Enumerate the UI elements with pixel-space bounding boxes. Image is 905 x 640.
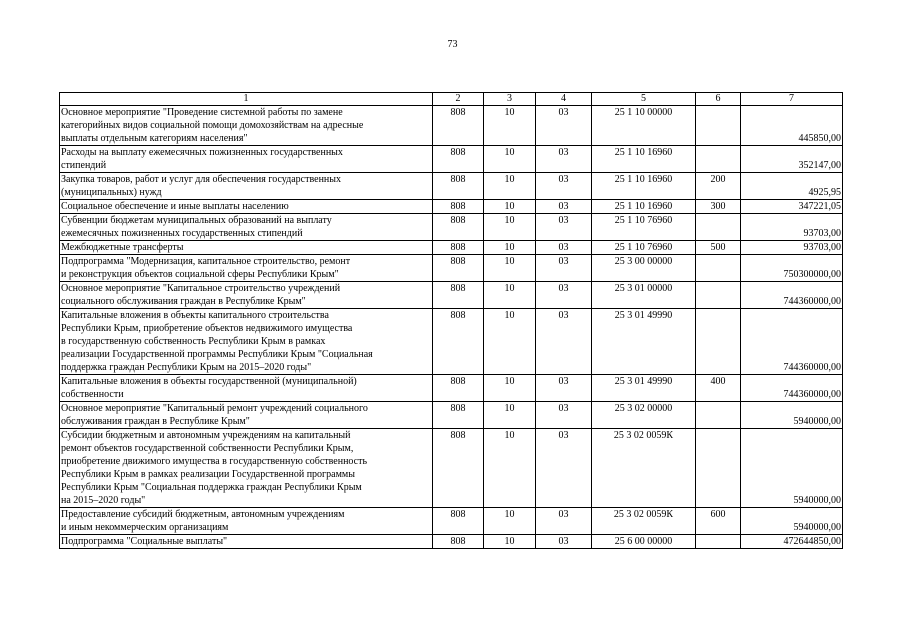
page-number: 73: [447, 39, 458, 50]
table-header-row: [60, 93, 843, 106]
grbs-code-cell: 808: [433, 309, 484, 375]
expense-type-cell: 600: [696, 508, 741, 535]
target-article-cell: 25 3 00 00000: [592, 255, 696, 282]
section-code-cell: 10: [484, 146, 536, 173]
amount-cell: 744360000,00: [741, 309, 843, 375]
section-code-cell: 10: [484, 106, 536, 146]
grbs-code-cell: 808: [433, 255, 484, 282]
target-article-cell: 25 1 10 16960: [592, 200, 696, 214]
grbs-code-cell: 808: [433, 429, 484, 508]
row-name-cell: Социальное обеспечение и иные выплаты населению: [60, 200, 433, 214]
amount-cell: 5940000,00: [741, 402, 843, 429]
section-code-cell: 10: [484, 508, 536, 535]
expense-type-cell: [696, 106, 741, 146]
table-row: [60, 375, 843, 402]
expense-type-cell: [696, 535, 741, 549]
table-row: [60, 255, 843, 282]
subsection-code-cell: 03: [536, 200, 592, 214]
row-name-cell: Основное мероприятие "Капитальный ремонт учреждений социального обслуживания граждан в Республике Крым": [60, 402, 433, 429]
table-row: [60, 146, 843, 173]
column-header: 3: [484, 93, 536, 106]
subsection-code-cell: 03: [536, 173, 592, 200]
table-row: [60, 402, 843, 429]
row-name-cell: Межбюджетные трансферты: [60, 241, 433, 255]
subsection-code-cell: 03: [536, 402, 592, 429]
subsection-code-cell: 03: [536, 241, 592, 255]
section-code-cell: 10: [484, 309, 536, 375]
section-code-cell: 10: [484, 255, 536, 282]
section-code-cell: 10: [484, 241, 536, 255]
grbs-code-cell: 808: [433, 106, 484, 146]
expense-type-cell: 400: [696, 375, 741, 402]
section-code-cell: 10: [484, 282, 536, 309]
subsection-code-cell: 03: [536, 535, 592, 549]
row-name-cell: Субсидии бюджетным и автономным учреждениям на капитальный ремонт объектов государственной собственности Республики Крым, приобретение движимого имущества в государственную собственность Республики Крым в рамках реализации Государственной программы Республики Крым "Социальная поддержка граждан Республики Крым на 2015–2020 годы": [60, 429, 433, 508]
table-row: [60, 282, 843, 309]
target-article-cell: 25 6 00 00000: [592, 535, 696, 549]
subsection-code-cell: 03: [536, 508, 592, 535]
section-code-cell: 10: [484, 375, 536, 402]
expense-type-cell: 500: [696, 241, 741, 255]
grbs-code-cell: 808: [433, 375, 484, 402]
subsection-code-cell: 03: [536, 375, 592, 402]
grbs-code-cell: 808: [433, 214, 484, 241]
grbs-code-cell: 808: [433, 241, 484, 255]
section-code-cell: 10: [484, 200, 536, 214]
expense-type-cell: [696, 214, 741, 241]
column-header: 1: [60, 93, 433, 106]
amount-cell: 472644850,00: [741, 535, 843, 549]
subsection-code-cell: 03: [536, 106, 592, 146]
target-article-cell: 25 1 10 16960: [592, 146, 696, 173]
row-name-cell: Капитальные вложения в объекты капитального строительства Республики Крым, приобретение объектов недвижимого имущества в государственную собственность Республики Крым в рамках реализации Государственной программы Республики Крым "Социальная поддержка граждан Республики Крым на 2015–2020 годы": [60, 309, 433, 375]
amount-cell: 347221,05: [741, 200, 843, 214]
grbs-code-cell: 808: [433, 200, 484, 214]
expense-type-cell: [696, 309, 741, 375]
table-row: [60, 309, 843, 375]
subsection-code-cell: 03: [536, 255, 592, 282]
table-row: [60, 200, 843, 214]
row-name-cell: Основное мероприятие "Проведение системной работы по замене категорийных видов социальной помощи домохозяйствам на адресные выплаты отдельным категориям населения": [60, 106, 433, 146]
row-name-cell: Капитальные вложения в объекты государственной (муниципальной) собственности: [60, 375, 433, 402]
grbs-code-cell: 808: [433, 535, 484, 549]
subsection-code-cell: 03: [536, 309, 592, 375]
amount-cell: 744360000,00: [741, 282, 843, 309]
table-row: [60, 106, 843, 146]
row-name-cell: Подпрограмма "Социальные выплаты": [60, 535, 433, 549]
table-row: [60, 429, 843, 508]
table-row: [60, 241, 843, 255]
table-row: [60, 508, 843, 535]
target-article-cell: 25 3 02 00000: [592, 402, 696, 429]
table-row: [60, 173, 843, 200]
row-name-cell: Предоставление субсидий бюджетным, автономным учреждениям и иным некоммерческим организациям: [60, 508, 433, 535]
section-code-cell: 10: [484, 214, 536, 241]
expense-type-cell: [696, 282, 741, 309]
target-article-cell: 25 1 10 16960: [592, 173, 696, 200]
row-name-cell: Основное мероприятие "Капитальное строительство учреждений социального обслуживания граждан в Республике Крым": [60, 282, 433, 309]
column-header: 5: [592, 93, 696, 106]
target-article-cell: 25 3 01 49990: [592, 375, 696, 402]
expense-type-cell: [696, 146, 741, 173]
row-name-cell: Расходы на выплату ежемесячных пожизненных государственных стипендий: [60, 146, 433, 173]
section-code-cell: 10: [484, 429, 536, 508]
target-article-cell: 25 1 10 00000: [592, 106, 696, 146]
amount-cell: 744360000,00: [741, 375, 843, 402]
section-code-cell: 10: [484, 173, 536, 200]
amount-cell: 93703,00: [741, 241, 843, 255]
expense-type-cell: [696, 402, 741, 429]
amount-cell: 93703,00: [741, 214, 843, 241]
table-row: [60, 535, 843, 549]
target-article-cell: 25 3 01 49990: [592, 309, 696, 375]
expense-type-cell: 200: [696, 173, 741, 200]
amount-cell: 750300000,00: [741, 255, 843, 282]
amount-cell: 352147,00: [741, 146, 843, 173]
amount-cell: 5940000,00: [741, 508, 843, 535]
column-header: 4: [536, 93, 592, 106]
amount-cell: 4925,95: [741, 173, 843, 200]
subsection-code-cell: 03: [536, 146, 592, 173]
amount-cell: 445850,00: [741, 106, 843, 146]
subsection-code-cell: 03: [536, 429, 592, 508]
section-code-cell: 10: [484, 402, 536, 429]
grbs-code-cell: 808: [433, 173, 484, 200]
column-header: 7: [741, 93, 843, 106]
target-article-cell: 25 1 10 76960: [592, 214, 696, 241]
section-code-cell: 10: [484, 535, 536, 549]
grbs-code-cell: 808: [433, 508, 484, 535]
budget-table: [59, 92, 843, 549]
grbs-code-cell: 808: [433, 146, 484, 173]
table-row: [60, 214, 843, 241]
grbs-code-cell: 808: [433, 402, 484, 429]
subsection-code-cell: 03: [536, 282, 592, 309]
target-article-cell: 25 3 02 0059К: [592, 508, 696, 535]
row-name-cell: Субвенции бюджетам муниципальных образований на выплату ежемесячных пожизненных государственных стипендий: [60, 214, 433, 241]
amount-cell: 5940000,00: [741, 429, 843, 508]
expense-type-cell: [696, 429, 741, 508]
grbs-code-cell: 808: [433, 282, 484, 309]
column-header: 6: [696, 93, 741, 106]
row-name-cell: Закупка товаров, работ и услуг для обеспечения государственных (муниципальных) нужд: [60, 173, 433, 200]
row-name-cell: Подпрограмма "Модернизация, капитальное строительство, ремонт и реконструкция объектов социальной сферы Республики Крым": [60, 255, 433, 282]
target-article-cell: 25 1 10 76960: [592, 241, 696, 255]
subsection-code-cell: 03: [536, 214, 592, 241]
target-article-cell: 25 3 01 00000: [592, 282, 696, 309]
target-article-cell: 25 3 02 0059К: [592, 429, 696, 508]
column-header: 2: [433, 93, 484, 106]
expense-type-cell: 300: [696, 200, 741, 214]
expense-type-cell: [696, 255, 741, 282]
